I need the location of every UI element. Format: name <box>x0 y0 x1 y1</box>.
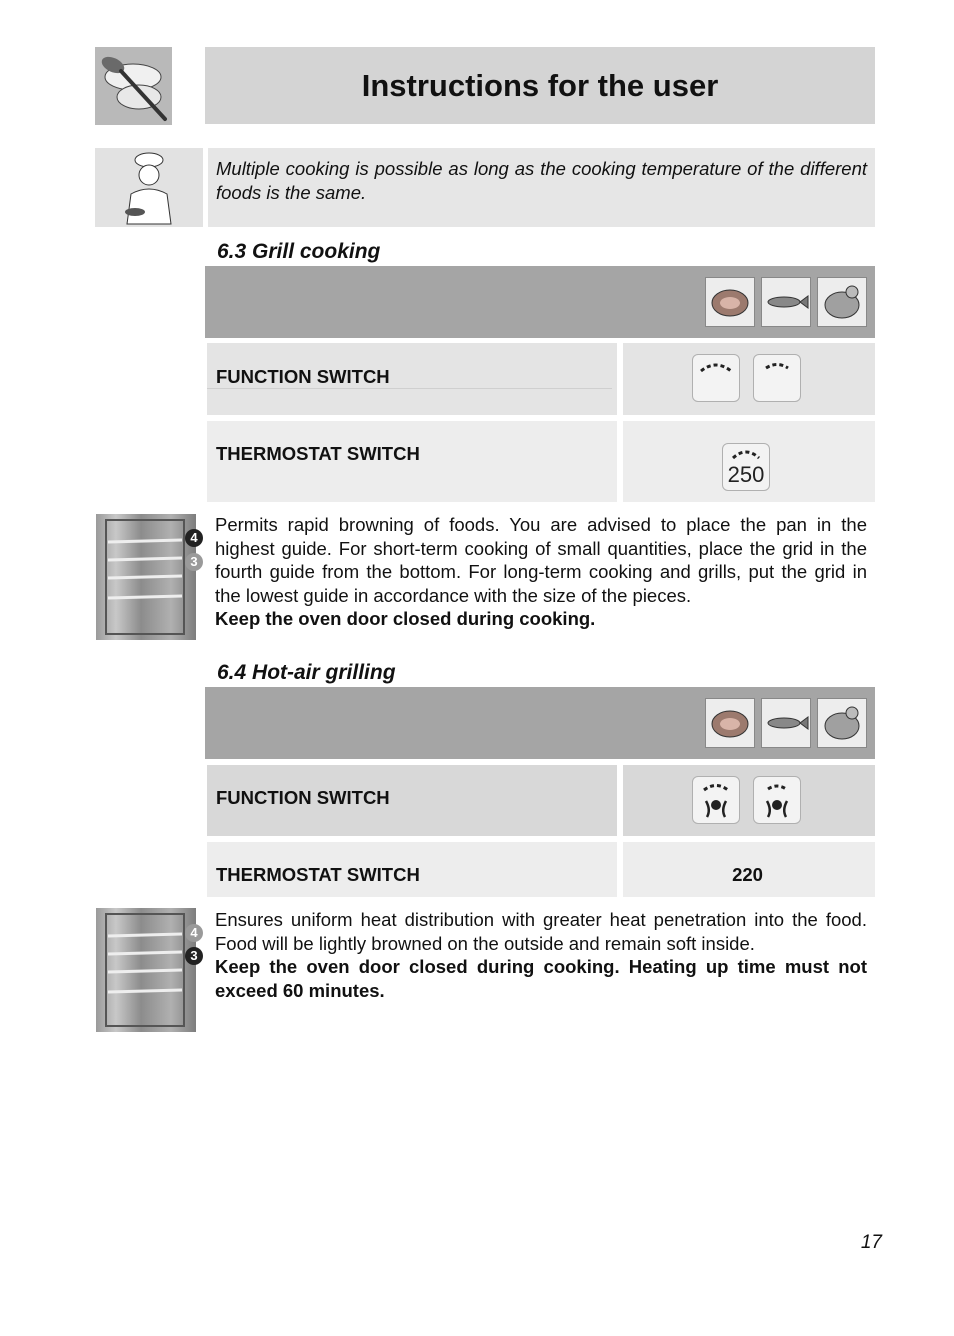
meat-icon <box>705 698 755 748</box>
hotair-description-text: Ensures uniform heat distribution with greater heat penetration into the food. Food will be lightly browned on the outside and remain soft inside. <box>215 909 867 954</box>
chef-logo <box>95 47 172 125</box>
chef-icon <box>95 148 203 227</box>
grill-heading: 6.3 Grill cooking <box>217 240 381 263</box>
page-number: 17 <box>860 1232 882 1253</box>
full-grill-icon <box>692 354 740 402</box>
oven-shelf-illustration <box>96 514 196 640</box>
grill-thermostat-row <box>207 421 617 502</box>
note-box <box>208 148 875 227</box>
fish-icon <box>761 277 811 327</box>
oven-shelf-illustration <box>96 908 196 1032</box>
grill-description <box>215 513 867 631</box>
page-header <box>205 47 875 124</box>
thermostat-switch-label: THERMOSTAT SWITCH <box>216 443 420 464</box>
thermostat-value: 220 <box>732 864 763 885</box>
spoon-and-hat-icon <box>95 47 172 125</box>
shelf-3-badge: 3 <box>185 947 203 965</box>
hotair-thermostat-symbol <box>623 842 875 897</box>
function-switch-label: FUNCTION SWITCH <box>216 366 390 387</box>
poultry-icon <box>817 277 867 327</box>
hotair-function-row <box>207 765 617 836</box>
hot-air-small-grill-icon <box>753 776 801 824</box>
fish-icon <box>761 698 811 748</box>
grill-function-symbols <box>623 343 875 415</box>
hotair-thermostat-row <box>207 842 617 897</box>
small-grill-icon <box>753 354 801 402</box>
shelf-4-badge: 4 <box>185 924 203 942</box>
poultry-icon <box>817 698 867 748</box>
thermostat-value: 250 <box>727 462 765 487</box>
shelf-3-badge: 3 <box>185 553 203 571</box>
thermostat-switch-label: THERMOSTAT SWITCH <box>216 864 420 885</box>
grill-thermostat-symbol <box>623 421 875 502</box>
grill-warning: Keep the oven door closed during cooking. <box>215 608 596 629</box>
shelf-4-badge: 4 <box>185 529 203 547</box>
hotair-warning: Keep the oven door closed during cooking. Heating up time must not exceed 60 minutes. <box>215 956 867 1001</box>
page-title: Instructions for the user <box>361 67 719 103</box>
grill-function-row <box>207 343 617 415</box>
grill-food-band <box>205 266 875 338</box>
function-switch-label: FUNCTION SWITCH <box>216 787 390 808</box>
thermostat-icon <box>722 443 770 491</box>
hotair-food-band <box>205 687 875 759</box>
hotair-description <box>215 908 867 1002</box>
hotair-function-symbols <box>623 765 875 836</box>
meat-icon <box>705 277 755 327</box>
hot-air-grill-icon <box>692 776 740 824</box>
chef-note-icon <box>95 148 203 227</box>
hotair-heading: 6.4 Hot-air grilling <box>217 661 396 684</box>
grill-description-text: Permits rapid browning of foods. You are advised to place the pan in the highest guide. For short-term cooking of small quantities, place the grid in the fourth guide from the bottom. For long-term cooking and grills, put the grid in the lowest guide in accordance with the size of the pieces. <box>215 514 867 606</box>
note-text: Multiple cooking is possible as long as the cooking temperature of the different foods is the same. <box>216 158 867 203</box>
